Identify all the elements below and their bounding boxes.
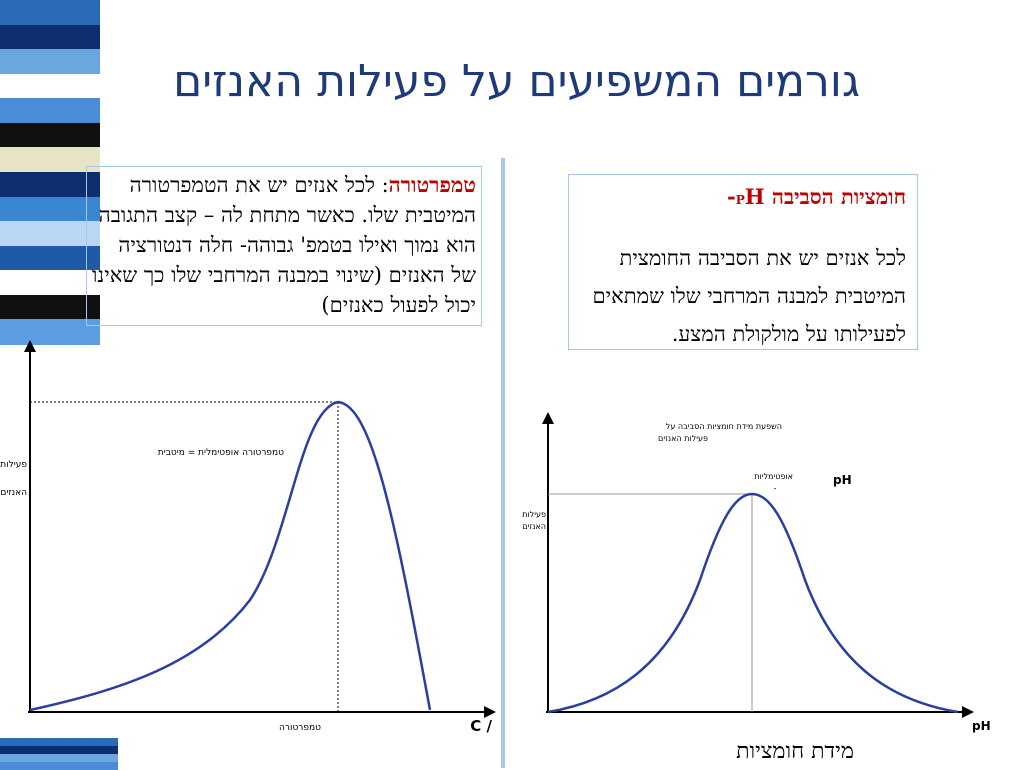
ph-annotation-2: -	[773, 484, 777, 493]
ph-suffix: -	[726, 184, 736, 209]
temp-ylabel-1: פעילות	[0, 460, 27, 470]
temp-y-axis-arrow	[24, 340, 36, 352]
temp-annotation: טמפרטורה אופטימלית = מיטבית	[157, 448, 284, 458]
temp-xlabel: טמפרטורה	[279, 723, 321, 733]
ph-chart	[522, 412, 990, 733]
temperature-label: טמפרטורה	[388, 172, 476, 197]
ph-chart-title-1: השפעת מידת חומציות הסביבה על	[665, 422, 782, 431]
ph-label: חומציות הסביבה	[771, 184, 906, 209]
temperature-body: : לכל אנזים יש את הטמפרטורה המיטבית שלו. כאשר מתחת לה – קצב התגובה הוא נמוך ואילו בטמפ' גבוהה- חלה דנטורציה של האנזים (שינוי במבנה המרחבי שלו כך שאינו יכול לפעול כאנזים)	[92, 173, 476, 317]
ph-annotation-1: אופטימליות	[754, 472, 793, 481]
temp-x-unit: C /	[470, 717, 492, 735]
ph-activity-curve	[548, 494, 958, 712]
ph-xlabel: pH	[972, 719, 991, 733]
ph-annotation-unit: pH	[833, 473, 852, 487]
footer-label: מידת חומציות	[736, 739, 854, 764]
ph-symbol-small: P	[735, 193, 745, 207]
ph-symbol-big: H	[744, 184, 765, 209]
ph-heading	[572, 178, 906, 219]
ph-body: לכל אנזים יש את הסביבה החומצית המיטבית למבנה המרחבי שלו שמתאים לפעילותו על מולקולת המצע.	[592, 246, 906, 346]
ph-x-axis-arrow	[962, 706, 974, 718]
slide-title: גורמים המשפיעים על פעילות האנזים	[173, 56, 860, 107]
ph-chart-title-2: פעילות האנזים	[658, 434, 708, 443]
ph-spacer	[572, 219, 906, 239]
ph-symbol	[727, 184, 765, 209]
temp-ylabel-2: האנזים	[0, 488, 27, 498]
ph-y-axis-arrow	[542, 412, 554, 424]
ph-ylabel-1: פעילות	[522, 510, 546, 519]
ph-text	[572, 178, 906, 353]
temperature-text	[88, 170, 476, 320]
temperature-chart	[0, 340, 496, 735]
ph-ylabel-2: האנזים	[522, 522, 546, 531]
